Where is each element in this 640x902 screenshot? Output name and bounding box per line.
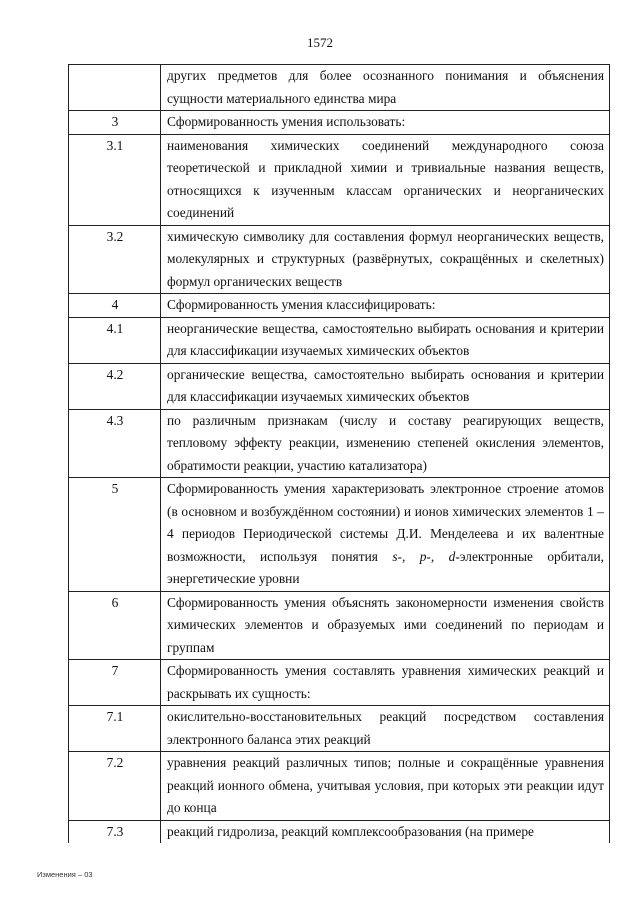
row-text: Сформированность умения составлять уравнения химических реакций и раскрывать их сущность: xyxy=(161,660,610,706)
row-number xyxy=(69,65,161,111)
row-text-tail: электронные орбитали, энергетические уровни xyxy=(167,548,604,586)
row-number: 4.1 xyxy=(69,317,161,363)
row-text: химическую символику для составления формул неорганических веществ, молекулярных и структурных (развёрнутых, сокращённых и скелетных) формул органических веществ xyxy=(161,225,610,294)
table-row xyxy=(69,820,610,843)
row-number: 7.2 xyxy=(69,752,161,821)
row-number: 3.2 xyxy=(69,225,161,294)
table-row xyxy=(69,294,610,318)
row-number: 6 xyxy=(69,591,161,660)
row-number: 3.1 xyxy=(69,134,161,225)
table-row xyxy=(69,478,610,592)
table-row xyxy=(69,134,610,225)
table-row xyxy=(69,409,610,478)
table-row xyxy=(69,225,610,294)
row-text: по различным признакам (числу и составу реагирующих веществ, тепловому эффекту реакции, изменению степеней окисления элементов, обратимости реакции, участию катализатора) xyxy=(161,409,610,478)
table-row xyxy=(69,660,610,706)
row-text: Сформированность умения использовать: xyxy=(161,111,610,135)
row-number: 4.3 xyxy=(69,409,161,478)
row-number: 7 xyxy=(69,660,161,706)
row-text: Сформированность умения объяснять закономерности изменения свойств химических элементов и образуемых ими соединений по периодам и группам xyxy=(161,591,610,660)
row-text: Сформированность умения характеризовать электронное строение атомов (в основном и возбуждённом состоянии) и ионов химических элементов 1 – 4 периодов Периодической системы Д.И. Менделеева и их валентные возможности, используя понятия xyxy=(167,481,604,564)
table-row xyxy=(69,111,610,135)
footer-revision: Изменения – 03 xyxy=(37,870,93,879)
page-number: 1572 xyxy=(307,35,333,50)
row-text: окислительно-восстановительных реакций посредством составления электронного баланса этих реакций xyxy=(161,706,610,752)
table-row xyxy=(69,65,610,111)
row-text: неорганические вещества, самостоятельно выбирать основания и критерии для классификации изучаемых химических объектов xyxy=(161,317,610,363)
row-text: органические вещества, самостоятельно выбирать основания и критерии для классификации изучаемых химических объектов xyxy=(161,363,610,409)
row-number: 7.1 xyxy=(69,706,161,752)
row-number: 5 xyxy=(69,478,161,592)
table-row xyxy=(69,706,610,752)
row-text: уравнения реакций различных типов; полные и сокращённые уравнения реакций ионного обмена, учитывая условия, при которых эти реакции идут до конца xyxy=(161,752,610,821)
orbital-labels: s-, p-, d- xyxy=(392,548,460,564)
row-number: 3 xyxy=(69,111,161,135)
table-row xyxy=(69,363,610,409)
row-number: 7.3 xyxy=(69,820,161,843)
row-text: других предметов для более осознанного понимания и объяснения сущности материального единства мира xyxy=(161,65,610,111)
row-text: Сформированность умения классифицировать: xyxy=(161,294,610,318)
row-number: 4 xyxy=(69,294,161,318)
table-row xyxy=(69,591,610,660)
requirements-table xyxy=(68,64,610,843)
table-row xyxy=(69,752,610,821)
row-number: 4.2 xyxy=(69,363,161,409)
row-text: наименования химических соединений международного союза теоретической и прикладной химии и тривиальные названия веществ, относящихся к изученным классам органических и неорганических соединений xyxy=(161,134,610,225)
table-row xyxy=(69,317,610,363)
row-text-composite xyxy=(161,478,610,592)
row-text: реакций гидролиза, реакций комплексообразования (на примере xyxy=(161,820,610,843)
